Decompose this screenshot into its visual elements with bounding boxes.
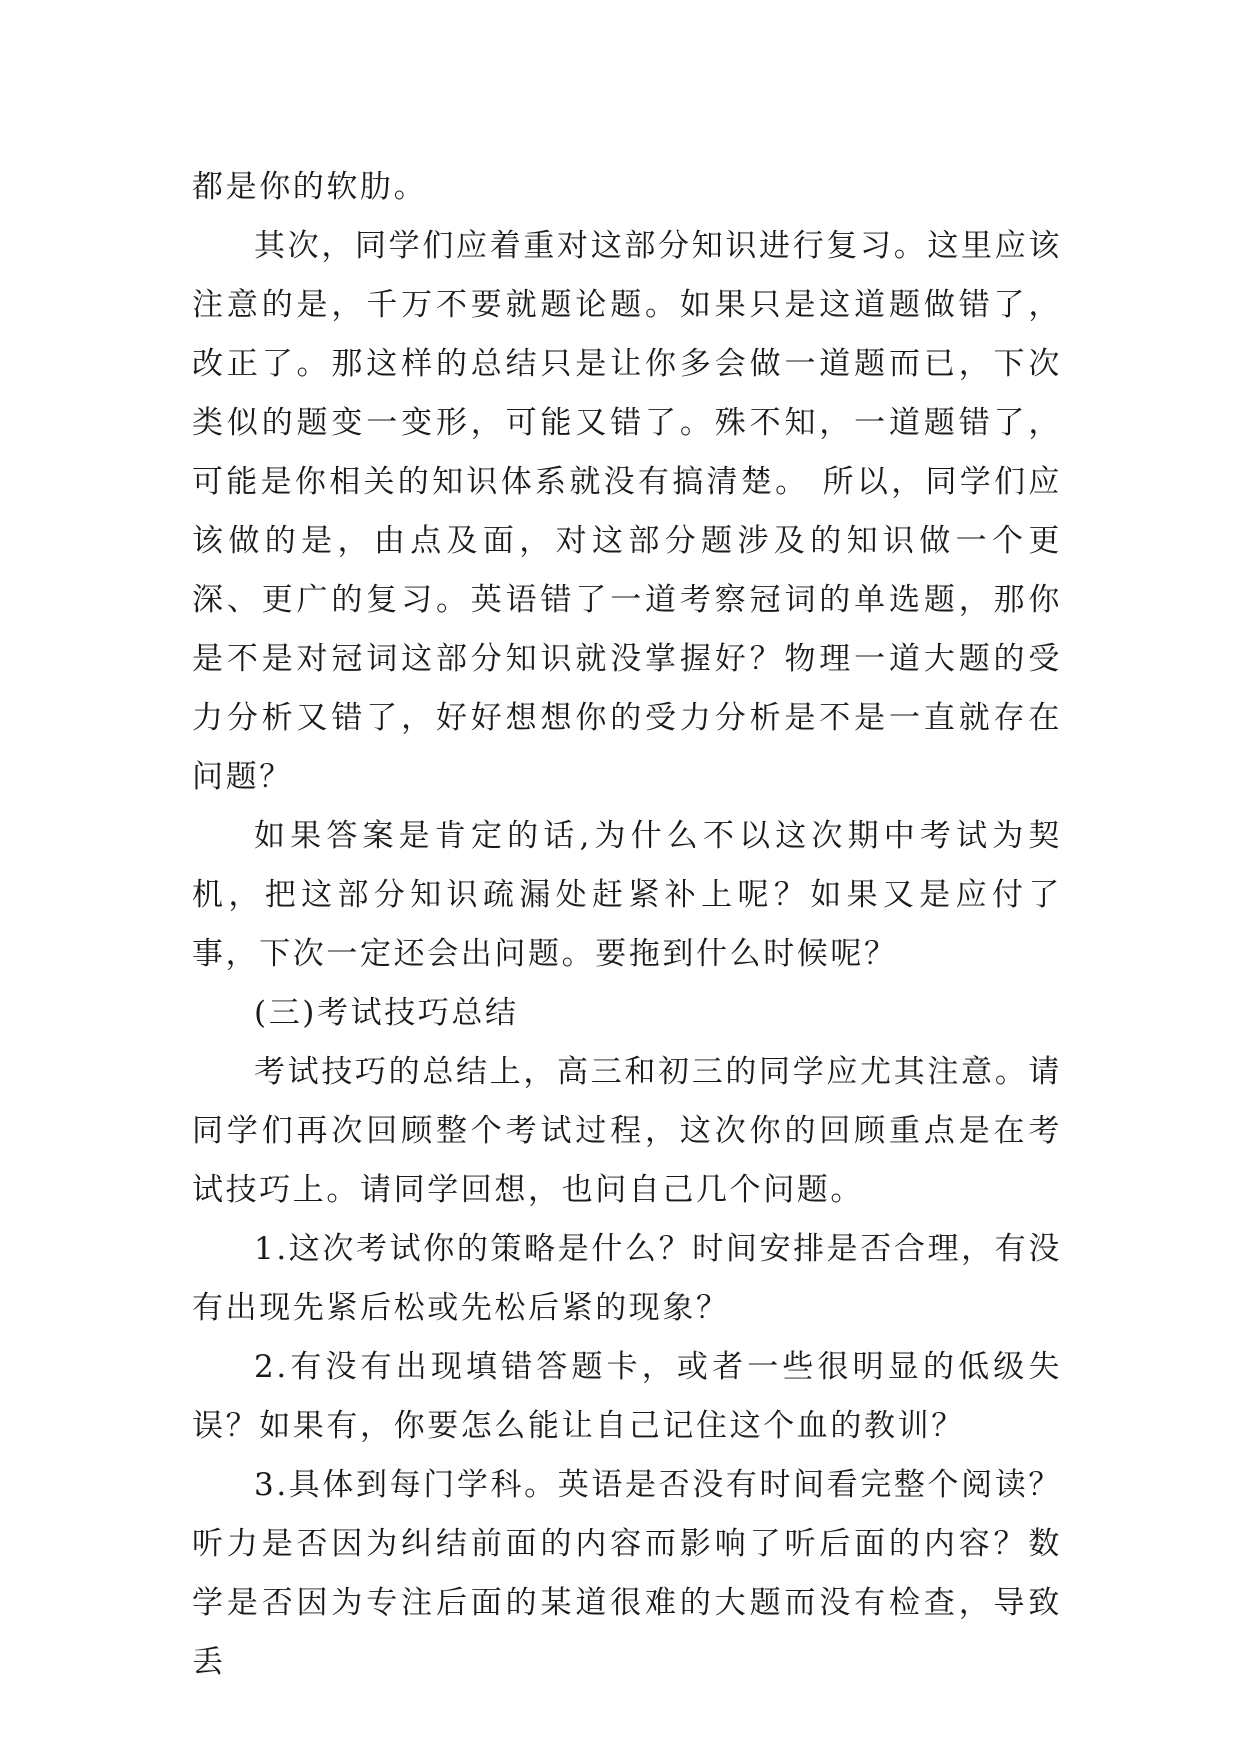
paragraph-2: 其次，同学们应着重对这部分知识进行复习。这里应该注意的是，千万不要就题论题。如果只是这道题做错了，改正了。那这样的总结只是让你多会做一道题而已，下次类似的题变一变形，可能又错了。殊不知，一道题错了，可能是你相关的知识体系就没有搞清楚。 所以，同学们应该做的是，由点及面，对这部分题涉及的知识做一个更深、更广的复习。英语错了一道考察冠词的单选题，那你是不是对冠词这部分知识就没掌握好？物理一道大题的受力分析又错了，好好想想你的受力分析是不是一直就存在问题？ [192, 228, 1062, 795]
list-item-1: 1.这次考试你的策略是什么？时间安排是否合理，有没有出现先紧后松或先松后紧的现象？ [192, 1231, 1062, 1326]
paragraph-3: 如果答案是肯定的话,为什么不以这次期中考试为契机，把这部分知识疏漏处赶紧补上呢？如果又是应付了事，下次一定还会出问题。要拖到什么时候呢？ [192, 818, 1062, 972]
list-item-3: 3.具体到每门学科。英语是否没有时间看完整个阅读？听力是否因为纠结前面的内容而影响了听后面的内容？数学是否因为专注后面的某道很难的大题而没有检查，导致丢 [192, 1467, 1062, 1680]
paragraph-4: 考试技巧的总结上，高三和初三的同学应尤其注意。请同学们再次回顾整个考试过程，这次你的回顾重点是在考试技巧上。请同学回想，也问自己几个问题。 [192, 1054, 1062, 1208]
document-body [192, 158, 1062, 1692]
paragraph-1: 都是你的软肋。 [192, 169, 428, 205]
section-heading-3: (三)考试技巧总结 [254, 995, 519, 1031]
list-item-2: 2.有没有出现填错答题卡，或者一些很明显的低级失误？如果有，你要怎么能让自己记住这个血的教训？ [192, 1349, 1062, 1444]
